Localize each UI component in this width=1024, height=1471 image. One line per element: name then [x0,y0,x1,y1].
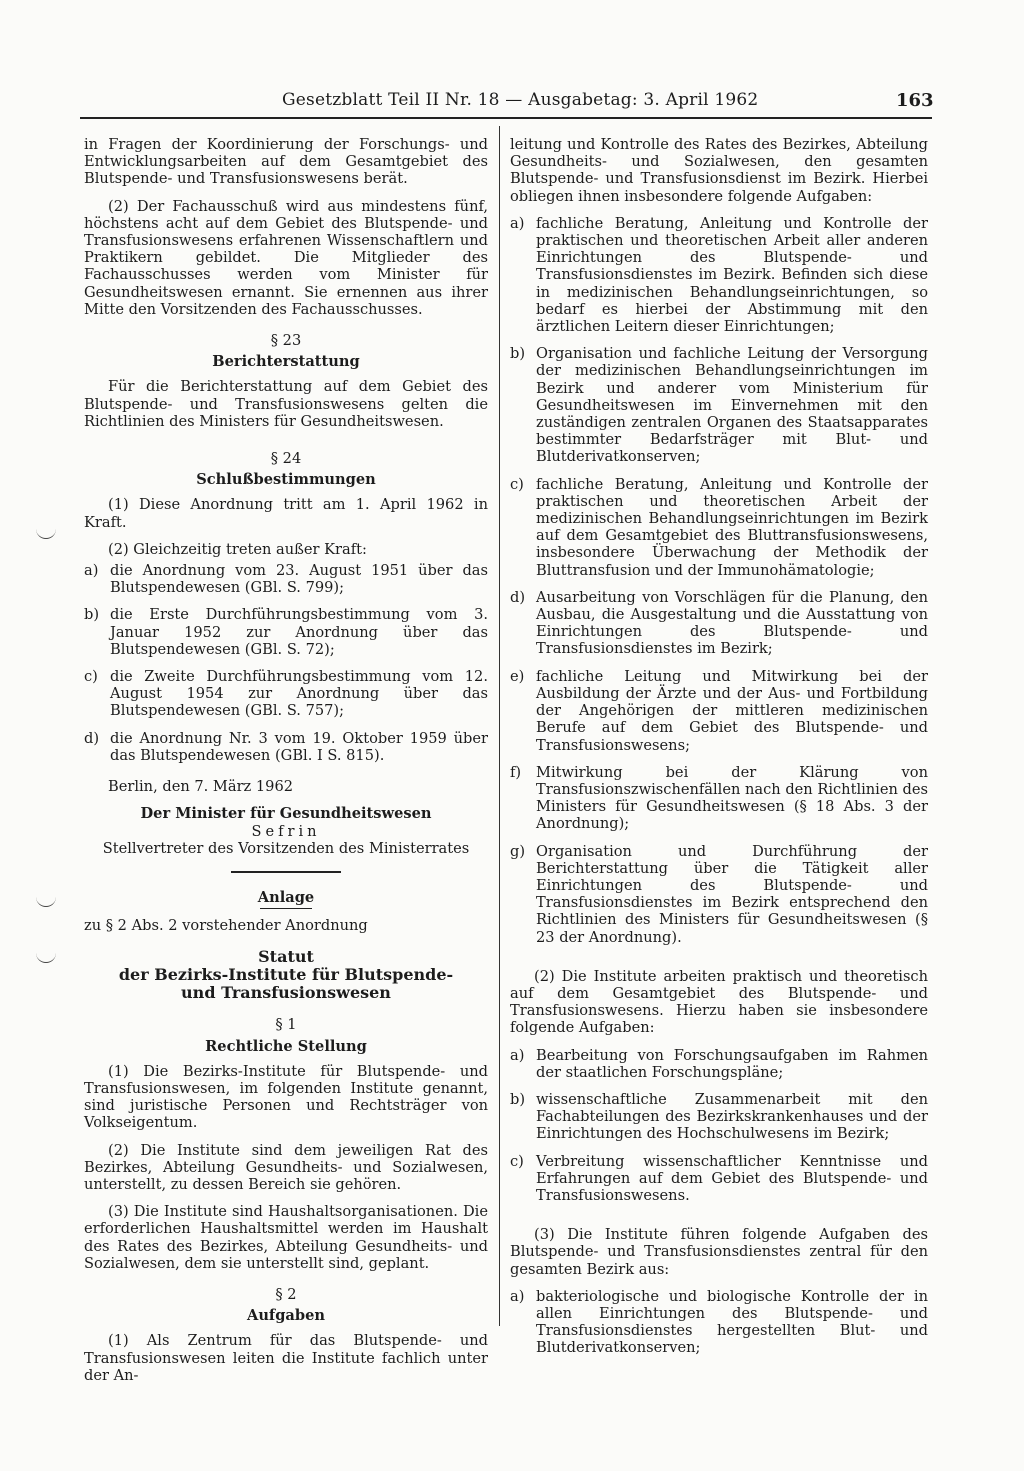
minister-title: Der Minister für Gesundheitswesen [140,805,432,823]
list-item-text: die Zweite Durchführungsbestimmung vom 12. August 1954 zur Anordnung über das Blutspendewesen (GBl. S. 757); [110,668,488,720]
section-number: § 23 [270,332,302,350]
column-divider [499,126,500,1326]
list-item [510,668,928,754]
list-item-text: Organisation und Durchführung der Berichterstattung über die Tätigkeit aller Einrichtungen des Blutspende- und Transfusionsdienstes im Bezirk entsprechend den Richtlinien des Ministers für Gesundheitswesen (§ 23 der Anordnung). [536,842,928,946]
list-item-text: Verbreitung wissenschaftlicher Kenntnisse und Erfahrungen auf dem Gebiet des Blutspende- und Transfusionswesens. [536,1152,928,1204]
paragraph: leitung und Kontrolle des Rates des Bezirkes, Abteilung Gesundheits- und Sozialwesen, den gesamten Blutspende- und Transfusionsdienst im Bezirk. Hierbei obliegen ihnen insbesondere folgende Aufgaben: [510,136,928,205]
paragraph: in Fragen der Koordinierung der Forschungs- und Entwicklungsarbeiten auf dem Gesamtgebiet des Blutspende- und Transfusionswesens berät. [84,136,488,188]
header-rule [80,117,932,119]
statute-title-line: und Transfusionswesen [181,983,391,1003]
paragraph: (2) Die Institute arbeiten praktisch und theoretisch auf dem Gesamtgebiet des Blutspende- und Transfusionswesens. Hierzu haben sie insbesondere folgende Aufgaben: [510,967,928,1037]
list-item-label: b) [510,345,526,363]
list-item-text: fachliche Beratung, Anleitung und Kontrolle der praktischen und theoretischen Arbeit aller anderen Einrichtungen des Blutspende- und Transfusionsdienstes im Bezirk. Befinden sich diese in medizinischen Behandlungseinrichtungen, so bedarf es hierbei der Abstimmung mit den ärztlichen Leitern dieser Einrichtungen; [536,214,928,336]
annex-title: Anlage [257,888,315,906]
statute-title-line: der Bezirks-Institute für Blutspende- [118,965,454,985]
list-item-text: die Erste Durchführungsbestimmung vom 3. Januar 1952 zur Anordnung über das Blutspendewesen (GBl. S. 72); [110,606,488,658]
paragraph: (1) Die Bezirks-Institute für Blutspende- und Transfusionswesen, im folgenden Institute genannt, sind juristische Personen und Rechtsträger von Volkseigentum. [84,1062,488,1132]
list-item-label: a) [510,1046,525,1064]
list-item [510,764,928,833]
list-item-label: b) [84,606,100,624]
left-column [84,136,488,1394]
list-item-label: c) [510,1152,524,1170]
list-item [510,215,928,335]
list-item-label: a) [510,214,525,232]
list-item [84,730,488,764]
right-column [510,136,928,1367]
list-item [510,589,928,658]
section-title: Schlußbestimmungen [196,471,376,489]
paragraph: (2) Die Institute sind dem jeweiligen Rat des Bezirkes, Abteilung Gesundheits- und Sozialwesen, unterstellt, zu dessen Bereich sie gehören. [84,1141,488,1193]
list-item [84,668,488,720]
list-item-text: Ausarbeitung von Vorschlägen für die Planung, den Ausbau, die Ausgestaltung und die Ausstattung von Einrichtungen des Blutspende- und Transfusionsdienstes im Bezirk; [536,588,928,658]
list-item-text: bakteriologische und biologische Kontrolle der in allen Einrichtungen des Blutspende- und Transfusionsdienstes hergestellten Blut- und Blutderivatkonserven; [536,1287,928,1357]
list-item-label: a) [84,562,99,580]
annex-reference: zu § 2 Abs. 2 vorstehender Anordnung [84,917,368,935]
list-item [510,1047,928,1081]
paragraph: Für die Berichterstattung auf dem Gebiet des Blutspende- und Transfusionswesens gelten die Richtlinien des Ministers für Gesundheitswesen. [84,378,488,430]
section-number: § 1 [275,1016,297,1034]
list-item-label: d) [510,588,526,606]
list-item-text: fachliche Beratung, Anleitung und Kontrolle der praktischen und theoretischen Arbeit der medizinischen Behandlungseinrichtungen im Bezirk auf dem Gesamtgebiet des Bluttransfusionswesens, insbesondere Überwachung der Methodik der Bluttransfusion und der Immunohämatologie; [536,475,928,579]
list-item-text: Mitwirkung bei der Klärung von Transfusionszwischenfällen nach den Richtlinien des Ministers für Gesundheitswesen (§ 18 Abs. 3 der Anordnung); [536,763,928,833]
list-item-label: e) [510,667,525,685]
list-item-label: b) [510,1090,526,1108]
signature-block [84,805,488,857]
section-number: § 24 [270,450,302,468]
paragraph: (1) Als Zentrum für das Blutspende- und Transfusionswesen leiten die Institute fachlich unter der An- [84,1332,488,1384]
margin-check-mark [36,894,56,907]
page-header [0,90,1024,124]
minister-name: Sefrin [251,822,321,840]
list-item [510,476,928,579]
list-item-label: f) [510,763,522,781]
paragraph: (3) Die Institute führen folgende Aufgaben des Blutspende- und Transfusionsdienstes zentral für den gesamten Bezirk aus: [510,1226,928,1278]
paragraph: (3) Die Institute sind Haushaltsorganisationen. Die erforderlichen Haushaltsmittel werden im Haushalt des Rates des Bezirkes, Abteilung Gesundheits- und Sozialwesen, dem sie unterstellt sind, geplant. [84,1203,488,1272]
list-item-label: g) [510,842,526,860]
margin-check-mark [36,526,56,539]
margin-check-mark [36,950,56,963]
section-title: Aufgaben [247,1307,325,1325]
list-item [510,843,928,946]
annex-underline [260,908,312,909]
list-item-label: c) [84,668,98,686]
section-number: § 2 [275,1285,297,1303]
list-item [84,606,488,658]
list-item-text: die Anordnung vom 23. August 1951 über das Blutspendewesen (GBl. S. 799); [110,562,488,597]
list-item [510,345,928,465]
list-item [510,1288,928,1357]
place-date: Berlin, den 7. März 1962 [108,778,294,796]
list-item [84,562,488,596]
list-item-text: Bearbeitung von Forschungsaufgaben im Rahmen der staatlichen Forschungspläne; [536,1046,928,1081]
list-item-label: a) [510,1287,525,1305]
list-item-text: fachliche Leitung und Mitwirkung bei der Ausbildung der Ärzte und der Aus- und Fortbildung der Angehörigen der mittleren medizinischen Berufe auf dem Gebiet des Blutspende- und Transfusionswesens; [536,667,928,754]
minister-role: Stellvertreter des Vorsitzenden des Ministerrates [102,839,470,857]
list-item-text: Organisation und fachliche Leitung der Versorgung der medizinischen Behandlungseinrichtungen im Bezirk und anderer vom Ministerium für Gesundheitswesen im Einvernehmen mit den zuständigen zentralen Organen des Staatsapparates bestimmter Bedarfsträger mit Blut- und Blutderivatkonserven; [536,345,928,466]
list-item [510,1153,928,1205]
paragraph: (2) Der Fachausschuß wird aus mindestens fünf, höchstens acht auf dem Gebiet des Blutspende- und Transfusionswesens erfahrenen Wissenschaftlern und Praktikern gebildet. Die Mitglieder des Fachausschusses werden vom Minister für Gesundheitswesen ernannt. Sie ernennen aus ihrer Mitte den Vorsitzenden des Fachausschusses. [84,197,488,318]
paragraph: (2) Gleichzeitig treten außer Kraft: [108,540,367,558]
list-item-label: c) [510,475,524,493]
list-item-label: d) [84,729,100,747]
statute-title [84,948,488,1002]
section-title: Rechtliche Stellung [205,1037,367,1055]
page-number: 163 [896,90,934,111]
running-title: Gesetzblatt Teil II Nr. 18 — Ausgabetag: 3. April 1962 [282,90,759,110]
section-title: Berichterstattung [212,353,360,371]
paragraph: (1) Diese Anordnung tritt am 1. April 1962 in Kraft. [84,496,488,531]
list-item-text: wissenschaftliche Zusammenarbeit mit den Fachabteilungen des Bezirkskrankenhauses und der Einrichtungen des Hochschulwesens im Bezirk; [536,1090,928,1143]
list-item-text: die Anordnung Nr. 3 vom 19. Oktober 1959 über das Blutspendewesen (GBl. I S. 815). [110,729,488,764]
list-item [510,1091,928,1143]
separator-rule [231,871,341,873]
statute-title-line: Statut [258,947,314,967]
